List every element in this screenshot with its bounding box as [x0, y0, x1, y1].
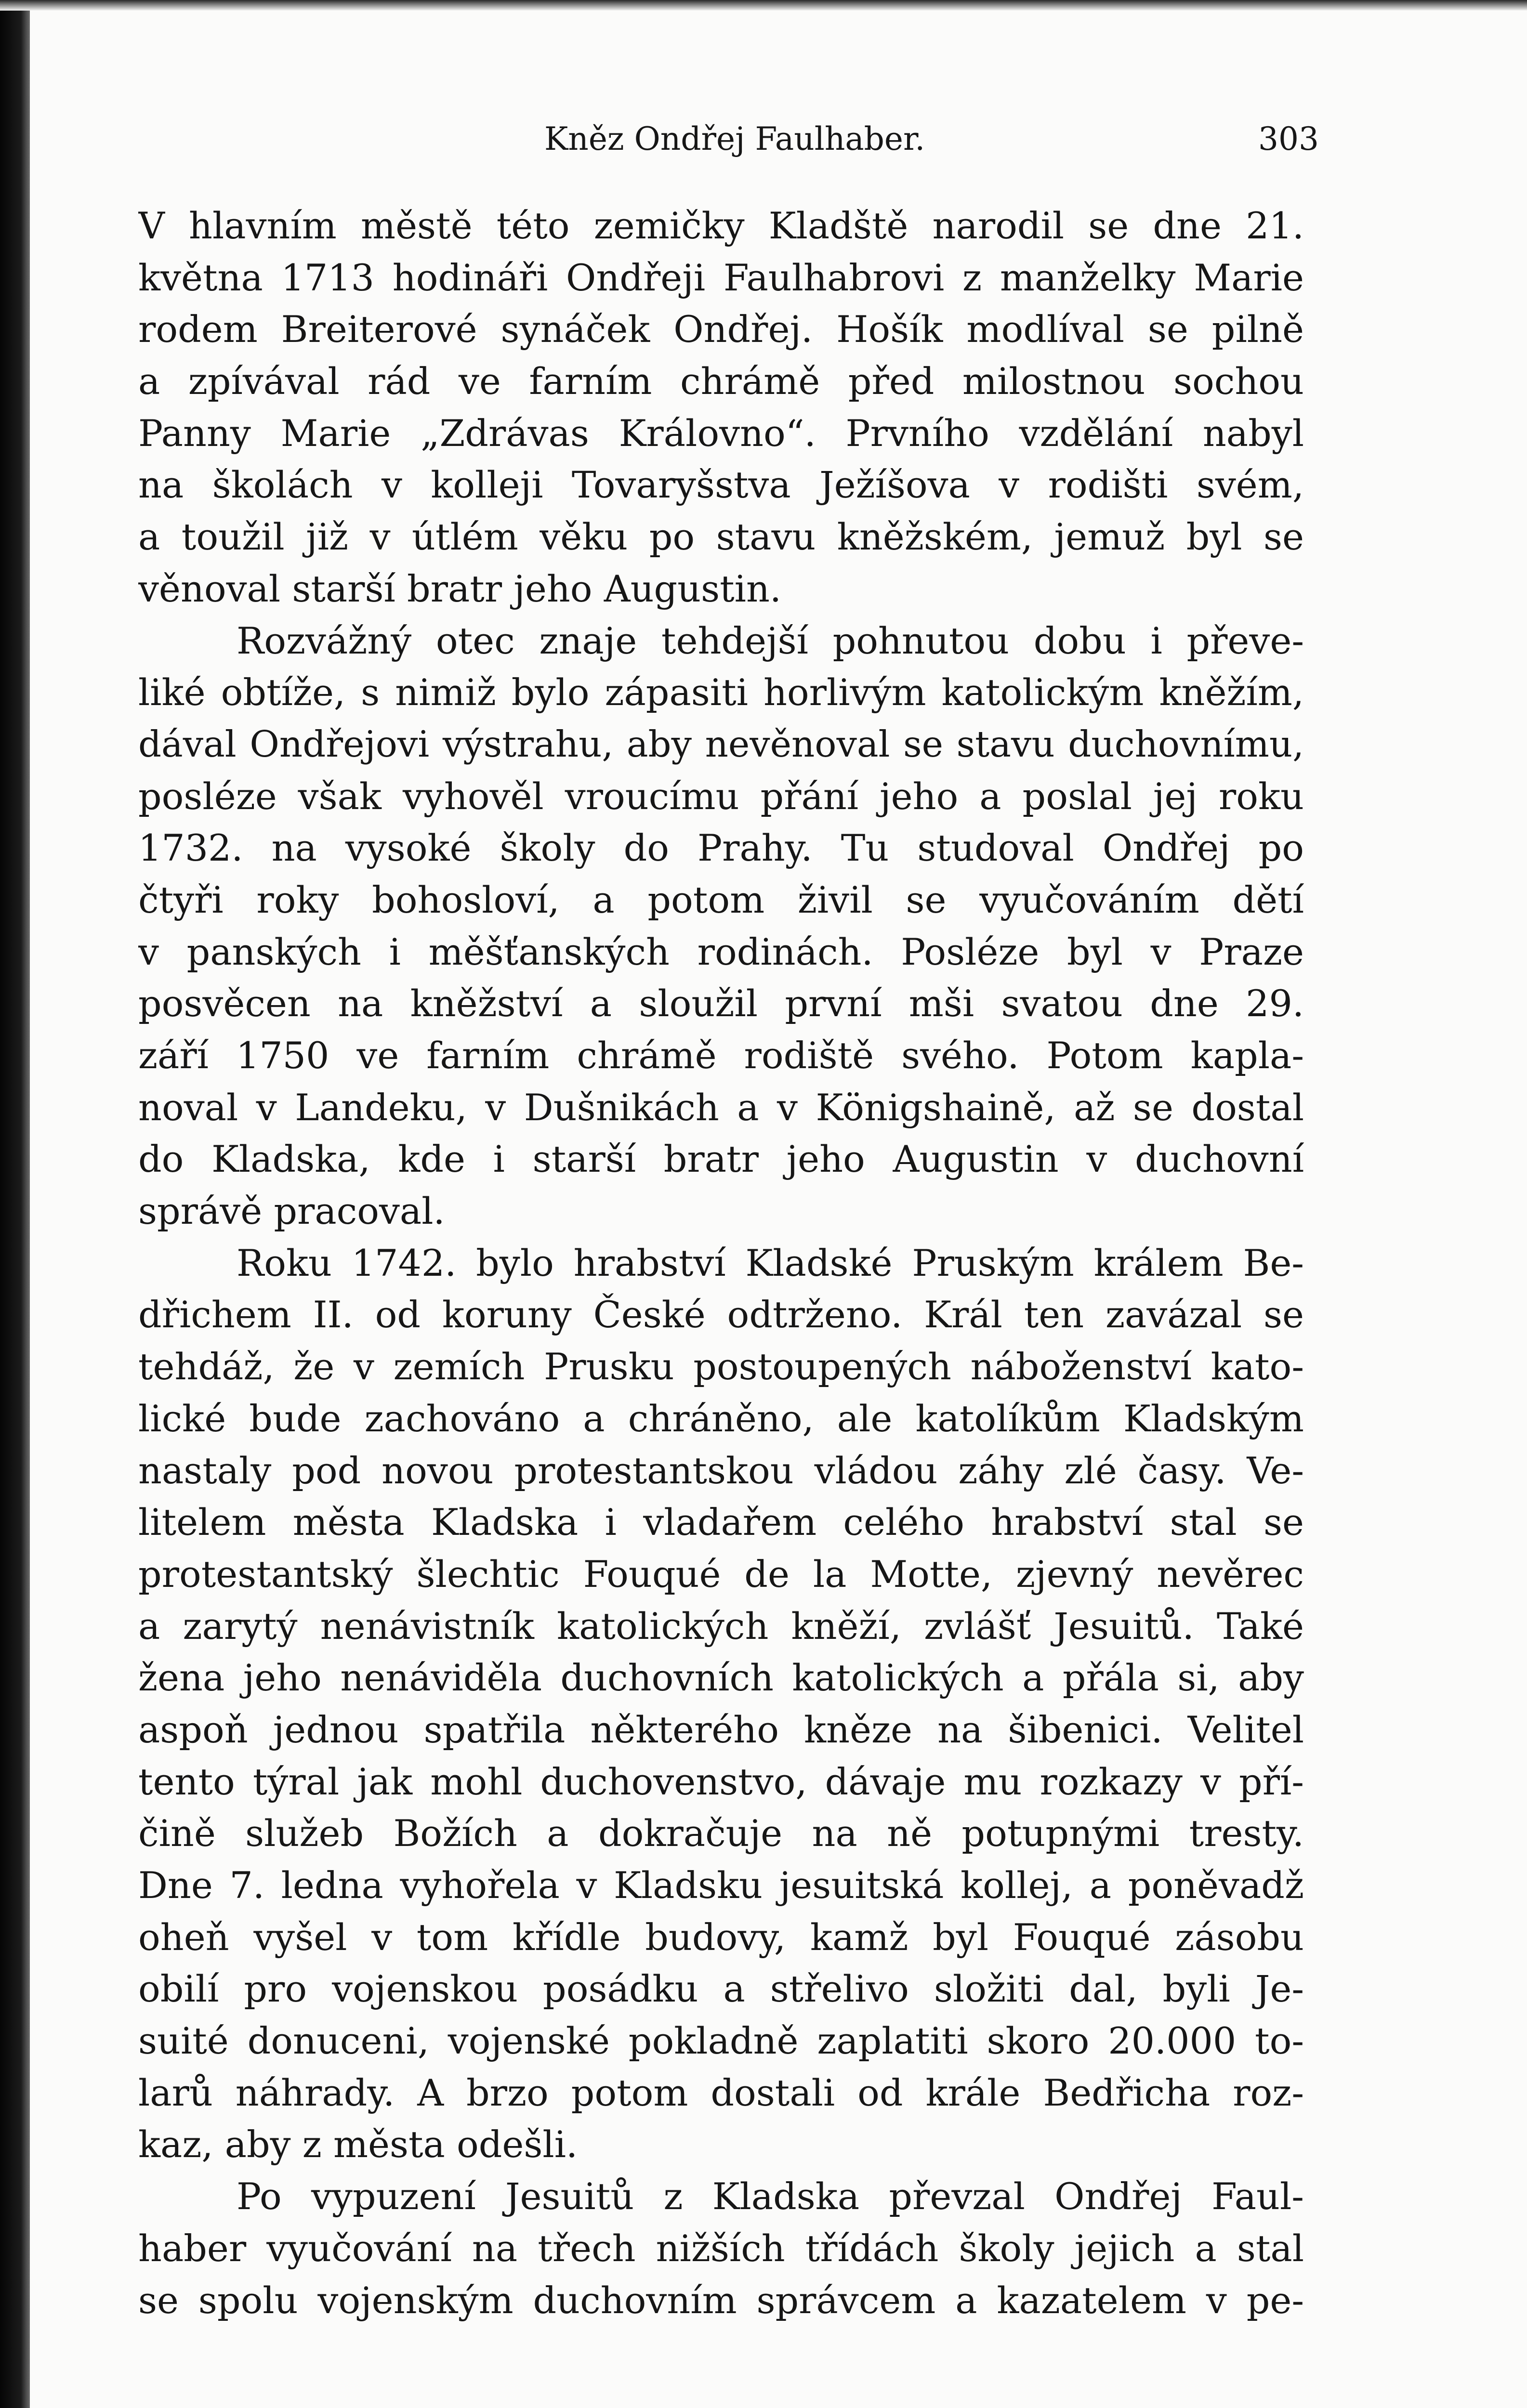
- text-line: čtyři roky bohosloví, a potom živil se vyučováním dětí: [138, 878, 1304, 921]
- text-line: a zpívával rád ve farním chrámě před milostnou sochou: [138, 360, 1304, 403]
- text-line: Dne 7. ledna vyhořela v Kladsku jesuitská kollej, a poněvadž: [138, 1864, 1304, 1907]
- text-line: žena jeho nenáviděla duchovních katolických a přála si, aby: [138, 1656, 1304, 1700]
- running-title: Kněz Ondřej Faulhaber.: [544, 120, 925, 157]
- text-line: rodem Breiterové synáček Ondřej. Hošík modlíval se pilně: [138, 308, 1304, 351]
- text-line: Roku 1742. bylo hrabství Kladské Pruským králem Be-: [237, 1241, 1304, 1284]
- text-line: obilí pro vojenskou posádku a střelivo složiti dal, byli Je-: [138, 1967, 1304, 2011]
- scan-border-top: [0, 0, 1527, 11]
- text-line: dřichem II. od koruny České odtrženo. Král ten zavázal se: [138, 1293, 1304, 1336]
- text-line: Panny Marie „Zdrávas Královno“. Prvního vzdělání nabyl: [138, 411, 1304, 455]
- text-line: lické bude zachováno a chráněno, ale katolíkům Kladským: [138, 1397, 1304, 1440]
- text-line: správě pracoval.: [138, 1190, 445, 1233]
- text-line: čině služeb Božích a dokračuje na ně potupnými tresty.: [138, 1812, 1304, 1855]
- body-text: [138, 200, 1304, 2326]
- text-line: haber vyučování na třech nižších třídách školy jejich a stal: [138, 2226, 1304, 2270]
- text-line: noval v Landeku, v Dušnikách a v Königshaině, až se dostal: [138, 1086, 1304, 1129]
- text-line: protestantský šlechtic Fouqué de la Motte, zjevný nevěrec: [138, 1552, 1304, 1596]
- text-line: aspoň jednou spatřila některého kněze na šibenici. Velitel: [138, 1708, 1304, 1751]
- text-line: posléze však vyhověl vroucímu přání jeho a poslal jej roku: [138, 774, 1304, 818]
- text-line: suité donuceni, vojenské pokladně zaplatiti skoro 20.000 to-: [138, 2019, 1304, 2063]
- text-line: dával Ondřejovi výstrahu, aby nevěnoval se stavu duchovnímu,: [138, 722, 1304, 765]
- text-line: 1732. na vysoké školy do Prahy. Tu studoval Ondřej po: [138, 826, 1304, 870]
- text-line: tehdáž, že v zemích Prusku postoupených náboženství kato-: [138, 1345, 1304, 1388]
- text-line: na školách v kolleji Tovaryšstva Ježíšova v rodišti svém,: [138, 463, 1304, 507]
- text-line: v panských i měšťanských rodinách. Posléze byl v Praze: [138, 930, 1304, 973]
- text-line: a zarytý nenávistník katolických kněží, zvlášť Jesuitů. Také: [138, 1604, 1304, 1648]
- text-line: nastaly pod novou protestantskou vládou záhy zlé časy. Ve-: [138, 1449, 1304, 1492]
- text-line: tento týral jak mohl duchovenstvo, dávaje mu rozkazy v pří-: [138, 1760, 1304, 1803]
- page-number: 303: [1258, 120, 1319, 157]
- text-line: oheň vyšel v tom křídle budovy, kamž byl Fouqué zásobu: [138, 1915, 1304, 1959]
- text-line: larů náhrady. A brzo potom dostali od krále Bedřicha roz-: [138, 2071, 1304, 2114]
- text-line: a toužil již v útlém věku po stavu kněžském, jemuž byl se: [138, 515, 1304, 559]
- text-line: do Kladska, kde i starší bratr jeho Augustin v duchovní: [138, 1138, 1304, 1181]
- text-line: posvěcen na kněžství a sloužil první mši svatou dne 29.: [138, 982, 1304, 1025]
- text-line: Rozvážný otec znaje tehdejší pohnutou dobu i převe-: [237, 619, 1304, 662]
- text-line: kaz, aby z města odešli.: [138, 2123, 578, 2166]
- text-line: liké obtíže, s nimiž bylo zápasiti horlivým katolickým kněžím,: [138, 671, 1304, 714]
- text-line: V hlavním městě této zemičky Kladště narodil se dne 21.: [138, 204, 1304, 247]
- scan-border-left: [0, 0, 30, 2408]
- text-line: Po vypuzení Jesuitů z Kladska převzal Ondřej Faul-: [237, 2175, 1304, 2218]
- text-line: litelem města Kladska i vladařem celého hrabství stal se: [138, 1501, 1304, 1544]
- text-line: května 1713 hodináři Ondřeji Faulhabrovi z manželky Marie: [138, 256, 1304, 299]
- text-line: se spolu vojenským duchovním správcem a kazatelem v pe-: [138, 2278, 1304, 2322]
- text-line: září 1750 ve farním chrámě rodiště svého. Potom kapla-: [138, 1034, 1304, 1077]
- text-line: věnoval starší bratr jeho Augustin.: [138, 567, 782, 610]
